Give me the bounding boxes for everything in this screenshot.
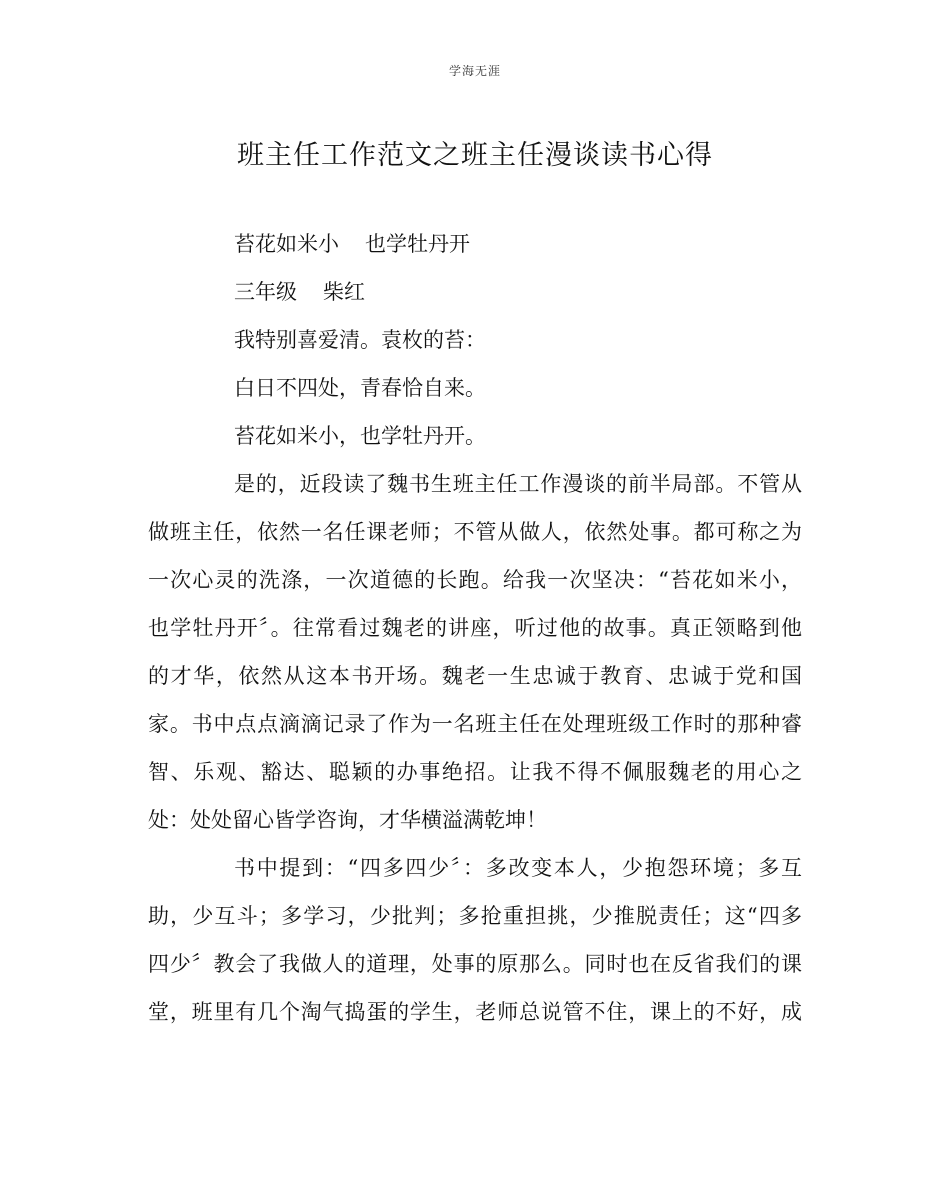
subtitle-line xyxy=(148,220,802,268)
paragraph-line: 堂，班里有几个淘气捣蛋的学生，老师总说管不住，课上的不好，成 xyxy=(148,1000,802,1024)
document-body xyxy=(148,220,802,1036)
author-name: 柴红 xyxy=(323,280,365,304)
paragraph-line: 处：处处留心皆学咨询，才华横溢满乾坤！ xyxy=(148,808,547,832)
subtitle-part-1: 苔花如米小 xyxy=(234,232,339,256)
paragraph-1 xyxy=(148,460,802,844)
paragraph-2 xyxy=(148,844,802,1036)
intro-line: 我特别喜爱清。袁枚的苔： xyxy=(234,328,486,352)
document-title: 班主任工作范文之班主任漫谈读书心得 xyxy=(237,140,713,171)
paragraph-line: 助，少互斗；多学习，少批判；多抢重担挑，少推脱责任；这“四多 xyxy=(148,904,802,928)
paragraph-line: 也学牡丹开〞。往常看过魏老的讲座，听过他的故事。真正领略到他 xyxy=(148,616,802,640)
paragraph-line: 书中提到：“四多四少〞：多改变本人，少抱怨环境；多互 xyxy=(234,856,802,880)
paragraph-line: 智、乐观、豁达、聪颖的办事绝招。让我不得不佩服魏老的用心之 xyxy=(148,760,802,784)
paragraph-line: 做班主任，依然一名任课老师；不管从做人，依然处事。都可称之为 xyxy=(148,520,802,544)
paragraph-line: 四少〞教会了我做人的道理，处事的原那么。同时也在反省我们的课 xyxy=(148,952,802,976)
paragraph-line: 一次心灵的洗涤，一次道德的长跑。给我一次坚决：“苔花如米小， xyxy=(148,568,802,592)
poem-line-1: 白日不四处，青春恰自来。 xyxy=(234,376,486,400)
poem-line-2: 苔花如米小，也学牡丹开。 xyxy=(234,424,486,448)
page-header: 学海无涯 xyxy=(448,64,501,78)
author-line xyxy=(148,268,802,316)
author-grade: 三年级 xyxy=(234,280,297,304)
subtitle-part-2: 也学牡丹开 xyxy=(365,232,470,256)
paragraph-line: 家。书中点点滴滴记录了作为一名班主任在处理班级工作时的那种睿 xyxy=(148,712,802,736)
paragraph-line: 的才华，依然从这本书开场。魏老一生忠诚于教育、忠诚于党和国 xyxy=(148,664,802,688)
paragraph-line: 是的，近段读了魏书生班主任工作漫谈的前半局部。不管从 xyxy=(234,472,802,496)
